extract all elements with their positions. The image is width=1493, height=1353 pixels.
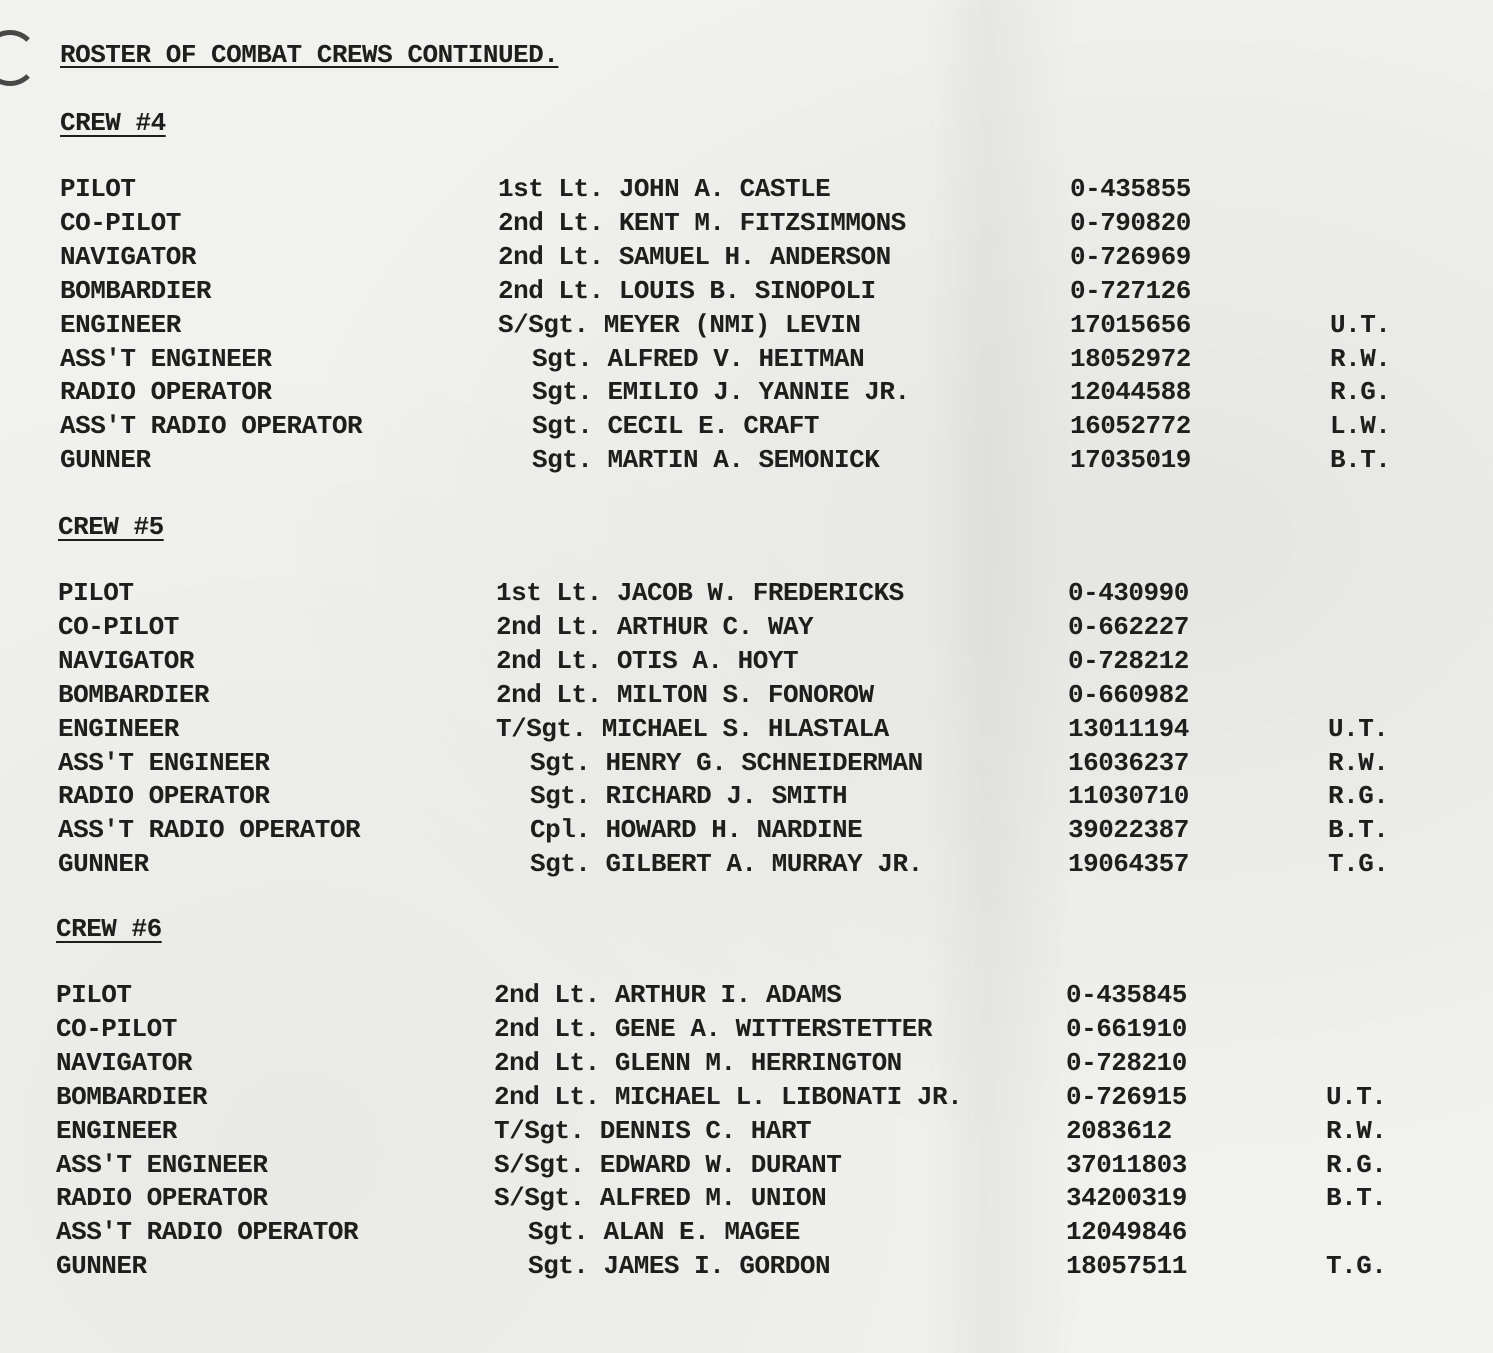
crew-member-row [56, 1217, 1493, 1251]
crew-member-name: T/Sgt. MICHAEL S. HLASTALA [496, 713, 889, 744]
crew-member-row [58, 849, 1493, 883]
crew-member-name: 1st Lt. JACOB W. FREDERICKS [496, 578, 904, 608]
crew-member-name: 2nd Lt. MICHAEL L. LIBONATI JR. [494, 1081, 963, 1112]
serial-number: 0-790820 [1070, 207, 1191, 238]
crew-position: CO-PILOT [56, 1013, 177, 1044]
crew-position: ASS'T ENGINEER [60, 343, 272, 374]
crew-member-name: 2nd Lt. ARTHUR C. WAY [496, 611, 814, 642]
serial-number: 12049846 [1066, 1217, 1187, 1248]
crew-position: ASS'T RADIO OPERATOR [56, 1217, 359, 1248]
serial-number: 0-728212 [1068, 645, 1189, 676]
crew-member-name: S/Sgt. MEYER (NMI) LEVIN [498, 309, 861, 340]
crew-position: RADIO OPERATOR [56, 1183, 268, 1214]
crew-member-name: Sgt. ALAN E. MAGEE [528, 1217, 800, 1248]
gun-station: B.T. [1326, 1183, 1387, 1214]
gun-station: B.T. [1330, 445, 1391, 476]
crew-member-row [58, 578, 1493, 612]
gun-station: U.T. [1330, 309, 1391, 340]
crew-position: GUNNER [58, 849, 149, 880]
crew-position: PILOT [58, 578, 134, 608]
crew-member-row [56, 980, 1493, 1014]
crew-member-name: Sgt. EMILIO J. YANNIE JR. [532, 377, 910, 408]
crew-member-row [58, 714, 1493, 748]
crew-member-row [58, 680, 1493, 714]
serial-number: 0-435855 [1070, 174, 1191, 204]
crew-position: ENGINEER [58, 713, 179, 744]
gun-station: T.G. [1326, 1251, 1387, 1282]
crew-position: ASS'T ENGINEER [56, 1149, 268, 1180]
serial-number: 18057511 [1066, 1251, 1187, 1282]
gun-station: B.T. [1328, 815, 1389, 846]
serial-number: 17015656 [1070, 309, 1191, 340]
crew-member-row [60, 411, 1493, 445]
crew-member-row [60, 174, 1493, 208]
crew-member-name: S/Sgt. ALFRED M. UNION [494, 1183, 827, 1214]
crew-position: CO-PILOT [60, 207, 181, 238]
crew-position: RADIO OPERATOR [58, 781, 270, 812]
crew-member-name: 2nd Lt. OTIS A. HOYT [496, 645, 799, 676]
crew-member-row [60, 276, 1493, 310]
crew-position: BOMBARDIER [60, 275, 212, 306]
crew-member-name: S/Sgt. EDWARD W. DURANT [494, 1149, 842, 1180]
gun-station: R.G. [1330, 377, 1391, 408]
serial-number: 2083612 [1066, 1115, 1172, 1146]
crew-member-row [58, 748, 1493, 782]
crew-member-name: 2nd Lt. LOUIS B. SINOPOLI [498, 275, 876, 306]
page-title: ROSTER OF COMBAT CREWS CONTINUED. [60, 40, 559, 70]
crew-member-row [58, 781, 1493, 815]
crew-position: NAVIGATOR [56, 1047, 192, 1078]
crew-position: GUNNER [56, 1251, 147, 1282]
serial-number: 17035019 [1070, 445, 1191, 476]
crew-member-name: Cpl. HOWARD H. NARDINE [530, 815, 863, 846]
gun-station: R.W. [1328, 747, 1389, 778]
crew-position: NAVIGATOR [60, 241, 196, 272]
crew-position: RADIO OPERATOR [60, 377, 272, 408]
crew-position: NAVIGATOR [58, 645, 194, 676]
crew-heading: CREW #5 [58, 512, 164, 542]
serial-number: 12044588 [1070, 377, 1191, 408]
crew-member-name: T/Sgt. DENNIS C. HART [494, 1115, 812, 1146]
crew-heading: CREW #4 [60, 108, 166, 138]
serial-number: 0-726915 [1066, 1081, 1187, 1112]
crew-member-row [56, 1251, 1493, 1285]
crew-position: PILOT [56, 980, 132, 1010]
binding-hole-mark [0, 30, 38, 86]
serial-number: 0-726969 [1070, 241, 1191, 272]
crew-position: GUNNER [60, 445, 151, 476]
crew-member-name: Sgt. GILBERT A. MURRAY JR. [530, 849, 923, 880]
crew-member-name: Sgt. RICHARD J. SMITH [530, 781, 848, 812]
crew-member-row [56, 1048, 1493, 1082]
serial-number: 0-661910 [1066, 1013, 1187, 1044]
crew-member-row [56, 1082, 1493, 1116]
crew-member-row [56, 1183, 1493, 1217]
serial-number: 13011194 [1068, 713, 1189, 744]
crew-member-row [60, 208, 1493, 242]
gun-station: T.G. [1328, 849, 1389, 880]
crew-member-row [60, 377, 1493, 411]
crew-member-row [58, 612, 1493, 646]
crew-member-name: 2nd Lt. GLENN M. HERRINGTON [494, 1047, 902, 1078]
crew-position: BOMBARDIER [58, 679, 210, 710]
crew-member-name: 2nd Lt. KENT M. FITZSIMMONS [498, 207, 906, 238]
gun-station: L.W. [1330, 411, 1391, 442]
crew-member-row [60, 344, 1493, 378]
gun-station: U.T. [1326, 1081, 1387, 1112]
serial-number: 0-435845 [1066, 980, 1187, 1010]
crew-member-name: 2nd Lt. SAMUEL H. ANDERSON [498, 241, 891, 272]
crew-member-row [58, 815, 1493, 849]
gun-station: R.W. [1326, 1115, 1387, 1146]
crew-member-name: 2nd Lt. GENE A. WITTERSTETTER [494, 1013, 932, 1044]
crew-position: PILOT [60, 174, 136, 204]
serial-number: 34200319 [1066, 1183, 1187, 1214]
crew-member-row [60, 445, 1493, 479]
gun-station: U.T. [1328, 713, 1389, 744]
serial-number: 0-662227 [1068, 611, 1189, 642]
serial-number: 0-430990 [1068, 578, 1189, 608]
crew-position: CO-PILOT [58, 611, 179, 642]
crew-member-row [56, 1150, 1493, 1184]
crew-member-row [60, 310, 1493, 344]
crew-position: ASS'T RADIO OPERATOR [58, 815, 361, 846]
crew-member-name: Sgt. HENRY G. SCHNEIDERMAN [530, 747, 923, 778]
crew-position: ASS'T RADIO OPERATOR [60, 411, 363, 442]
crew-member-row [58, 646, 1493, 680]
serial-number: 11030710 [1068, 781, 1189, 812]
serial-number: 0-660982 [1068, 679, 1189, 710]
crew-member-name: Sgt. ALFRED V. HEITMAN [532, 343, 865, 374]
serial-number: 37011803 [1066, 1149, 1187, 1180]
crew-member-row [56, 1014, 1493, 1048]
serial-number: 39022387 [1068, 815, 1189, 846]
serial-number: 16036237 [1068, 747, 1189, 778]
crew-member-row [60, 242, 1493, 276]
crew-heading: CREW #6 [56, 914, 162, 944]
crew-member-name: 1st Lt. JOHN A. CASTLE [498, 174, 831, 204]
crew-position: ENGINEER [60, 309, 181, 340]
gun-station: R.G. [1326, 1149, 1387, 1180]
gun-station: R.W. [1330, 343, 1391, 374]
crew-member-row [56, 1116, 1493, 1150]
gun-station: R.G. [1328, 781, 1389, 812]
crew-member-name: 2nd Lt. MILTON S. FONOROW [496, 679, 874, 710]
serial-number: 19064357 [1068, 849, 1189, 880]
serial-number: 0-727126 [1070, 275, 1191, 306]
serial-number: 0-728210 [1066, 1047, 1187, 1078]
crew-member-name: 2nd Lt. ARTHUR I. ADAMS [494, 980, 842, 1010]
crew-position: BOMBARDIER [56, 1081, 208, 1112]
crew-position: ENGINEER [56, 1115, 177, 1146]
serial-number: 16052772 [1070, 411, 1191, 442]
crew-member-name: Sgt. MARTIN A. SEMONICK [532, 445, 880, 476]
crew-position: ASS'T ENGINEER [58, 747, 270, 778]
crew-member-name: Sgt. CECIL E. CRAFT [532, 411, 819, 442]
serial-number: 18052972 [1070, 343, 1191, 374]
crew-member-name: Sgt. JAMES I. GORDON [528, 1251, 831, 1282]
